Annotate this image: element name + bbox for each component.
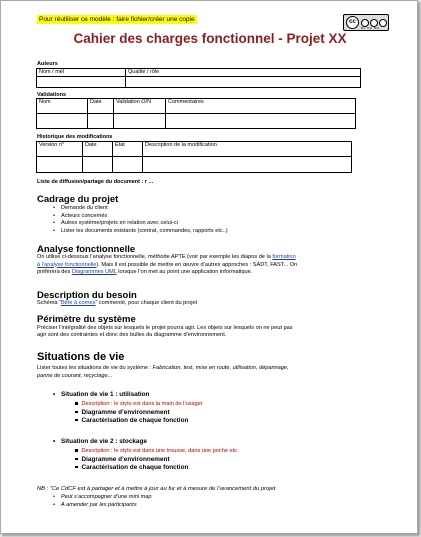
nb-note: NB : “Ce CdCF est à partager et à mettre à jour au fur et à mesure de l’avancement du projet bbox=[37, 486, 276, 492]
list-item: • Lister les documents existants (contrat, commandes, rapports etc..) bbox=[53, 227, 228, 234]
cc-icon: cc bbox=[346, 16, 359, 29]
list-item: Diagramme d’environnement bbox=[75, 409, 170, 417]
validations-col-date: Date bbox=[88, 99, 114, 114]
diffusion-label: Liste de diffusion/partage du document : r ... bbox=[37, 179, 154, 185]
validations-col-comments: Commentaires bbox=[166, 99, 356, 114]
table-cell[interactable] bbox=[37, 77, 126, 88]
situation-2-description: Description : le stylo est dans une trousse, dans une poche etc. bbox=[75, 448, 239, 456]
analyse-paragraph-line: On utilise ci-dessous l’analyse fonctionnelle, méthode APTE (voir par exemple les diapos de la formation bbox=[37, 254, 296, 260]
table-cell[interactable] bbox=[166, 114, 356, 129]
historique-col-date: Date bbox=[83, 142, 113, 157]
square-bullet-icon bbox=[75, 419, 78, 422]
situation-2-title: • Situation de vie 2 : stockage bbox=[53, 438, 147, 445]
square-bullet-icon bbox=[75, 449, 78, 452]
historique-col-description: Description de la modification bbox=[143, 142, 352, 157]
situations-intro-line: panne de courant, recyclage... bbox=[37, 373, 113, 379]
historique-col-version: Version n° bbox=[37, 142, 83, 157]
list-item: Caractérisation de chaque fonction bbox=[75, 464, 188, 472]
auteurs-col-role: Qualité / rôle bbox=[126, 69, 361, 77]
square-bullet-icon bbox=[75, 466, 78, 469]
historique-col-state: Etat bbox=[113, 142, 143, 157]
table-cell[interactable] bbox=[88, 114, 114, 129]
formation-link[interactable]: formation bbox=[272, 254, 296, 260]
situation-1-title: • Situation de vie 1 : utilisation bbox=[53, 391, 150, 398]
table-cell[interactable] bbox=[83, 157, 113, 173]
list-item: • Demande du client bbox=[53, 205, 108, 211]
historique-label: Historique des modifications bbox=[37, 134, 113, 140]
validations-col-name: Nom bbox=[37, 99, 88, 114]
situations-intro-line: Lister toutes les situations de vie du système : Fabrication, test, mise en route, utilisation, dépannage, bbox=[37, 365, 289, 371]
auteurs-col-name: Nom / mél bbox=[37, 69, 126, 77]
validations-table bbox=[36, 98, 356, 129]
situation-1-description: Description : le stylo est dans la main de l’usager bbox=[75, 401, 203, 409]
bullet-icon: • bbox=[53, 212, 55, 219]
bullet-icon: • bbox=[53, 220, 55, 226]
table-cell[interactable] bbox=[126, 77, 361, 88]
license-caption: BY NC ND bbox=[361, 26, 380, 30]
list-item: Diagramme d’environnement bbox=[75, 456, 170, 464]
square-bullet-icon bbox=[75, 458, 78, 461]
uml-link[interactable]: Diagrammes UML bbox=[71, 269, 117, 275]
list-item: • Autres système/projets en relation avec celui-ci bbox=[53, 220, 178, 226]
table-cell[interactable] bbox=[114, 114, 166, 129]
perimetre-paragraph-line: agir sont des contraintes et donc des bulles du diagramme d’environnement. bbox=[37, 332, 227, 338]
bete-a-cornes-link[interactable]: Bête à cornes bbox=[60, 300, 96, 306]
list-item: Caractérisation de chaque fonction bbox=[75, 417, 188, 425]
analyse-heading: Analyse fonctionnelle bbox=[37, 244, 136, 255]
perimetre-heading: Périmètre du système bbox=[37, 314, 136, 325]
auteurs-table bbox=[36, 68, 361, 88]
bullet-icon: • bbox=[53, 205, 55, 211]
list-item: • A amender par les participants bbox=[53, 501, 137, 508]
copy-instruction-banner: Pour réutiliser ce modèle : faire fichier/créer une copie bbox=[39, 16, 195, 23]
table-cell[interactable] bbox=[143, 157, 352, 173]
bullet-icon: • bbox=[53, 501, 55, 508]
besoin-paragraph: Schéma “Bête à cornes” commenté, pour chaque client du projet bbox=[37, 300, 198, 306]
analyse-paragraph-line: préfèrera des Diagrammes UML lorsque l’on met au point une application informatique. bbox=[37, 269, 253, 275]
cadrage-heading: Cadrage du projet bbox=[37, 194, 119, 205]
square-bullet-icon bbox=[75, 402, 78, 405]
list-item: • Peut s’accompagner d’une mini map bbox=[53, 494, 152, 500]
table-cell[interactable] bbox=[37, 114, 88, 129]
historique-table bbox=[36, 141, 352, 173]
validations-label: Validations bbox=[37, 92, 67, 98]
bullet-icon: • bbox=[53, 494, 55, 500]
creative-commons-license-badge[interactable] bbox=[343, 14, 389, 31]
bullet-icon: • bbox=[53, 227, 55, 234]
square-bullet-icon bbox=[75, 411, 78, 414]
besoin-heading: Description du besoin bbox=[37, 290, 137, 301]
bullet-icon: • bbox=[53, 438, 56, 445]
perimetre-paragraph-line: Préciser l’intégralité des objets sur lesquels le projet pourra agir. Les objets sur lesquels on ne peut pas bbox=[37, 324, 293, 331]
validations-col-status: Validation O/N bbox=[114, 99, 166, 114]
list-item: • Acteurs concernés bbox=[53, 212, 108, 219]
bullet-icon: • bbox=[53, 391, 56, 398]
auteurs-label: Auteurs bbox=[37, 61, 58, 67]
situations-heading: Situations de vie bbox=[37, 351, 125, 363]
nd-icon bbox=[379, 19, 387, 27]
table-cell[interactable] bbox=[37, 157, 83, 173]
formation-link-cont[interactable]: à l’analyse fonctionnelle bbox=[37, 261, 97, 268]
table-cell[interactable] bbox=[113, 157, 143, 173]
document-title: Cahier des charges fonctionnel - Projet XX bbox=[73, 31, 347, 46]
analyse-paragraph-line: à l’analyse fonctionnelle). Mais il est possible de mettre en œuvre d’autres approches : SADT, FAST... On bbox=[37, 261, 298, 268]
